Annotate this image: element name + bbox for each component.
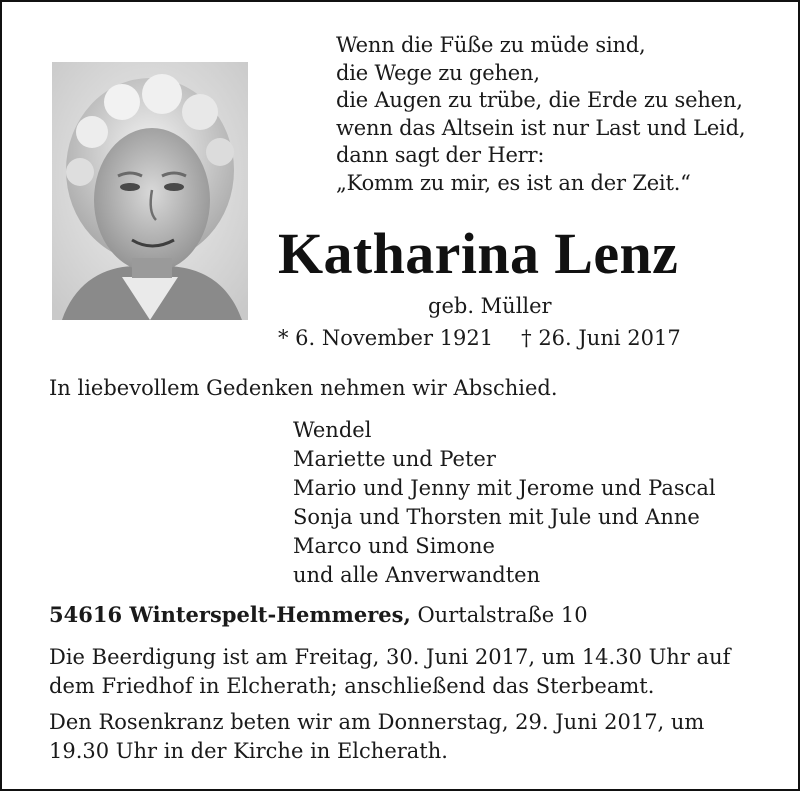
mourner-entry: Mario und Jenny mit Jerome und Pascal	[293, 476, 716, 500]
rosary-line: Den Rosenkranz beten wir am Donnerstag, 29. Juni 2017, um	[49, 710, 705, 734]
burial-info	[49, 643, 761, 701]
portrait-image	[52, 62, 248, 320]
poem-line: dann sagt der Herr:	[336, 143, 545, 167]
burial-line: Die Beerdigung ist am Freitag, 30. Juni 2017, um 14.30 Uhr auf	[49, 645, 731, 669]
burial-line: dem Friedhof in Elcherath; anschließend das Sterbeamt.	[49, 674, 655, 698]
birth-name: geb. Müller	[428, 294, 552, 318]
portrait-photo	[52, 62, 248, 320]
address	[49, 602, 588, 627]
poem-line: die Wege zu gehen,	[336, 60, 540, 85]
rosary-info	[49, 708, 761, 766]
poem	[336, 32, 776, 197]
rosary-line: 19.30 Uhr in der Kirche in Elcherath.	[49, 739, 448, 763]
mourner-entry: Wendel	[293, 418, 372, 442]
poem-line: die Augen zu trübe, die Erde zu sehen,	[336, 88, 743, 112]
death-date: † 26. Juni 2017	[521, 326, 681, 350]
mourners-list	[293, 416, 716, 590]
address-place: 54616 Winterspelt-Hemmeres,	[49, 602, 411, 627]
address-street: Ourtalstraße 10	[417, 603, 588, 627]
poem-line: Wenn die Füße zu müde sind,	[336, 33, 646, 57]
mourner-entry: Sonja und Thorsten mit Jule und Anne	[293, 505, 700, 529]
mourner-entry: Mariette und Peter	[293, 447, 496, 471]
mourner-entry: Marco und Simone	[293, 534, 495, 558]
poem-line: „Komm zu mir, es ist an der Zeit.“	[336, 170, 691, 195]
farewell-text: In liebevollem Gedenken nehmen wir Abschied.	[49, 376, 558, 400]
mourner-entry: und alle Anverwandten	[293, 563, 541, 587]
poem-line: wenn das Altsein ist nur Last und Leid,	[336, 115, 746, 140]
birth-date: * 6. November 1921	[278, 326, 494, 350]
life-dates	[278, 326, 681, 350]
deceased-name: Katharina Lenz	[278, 221, 679, 286]
